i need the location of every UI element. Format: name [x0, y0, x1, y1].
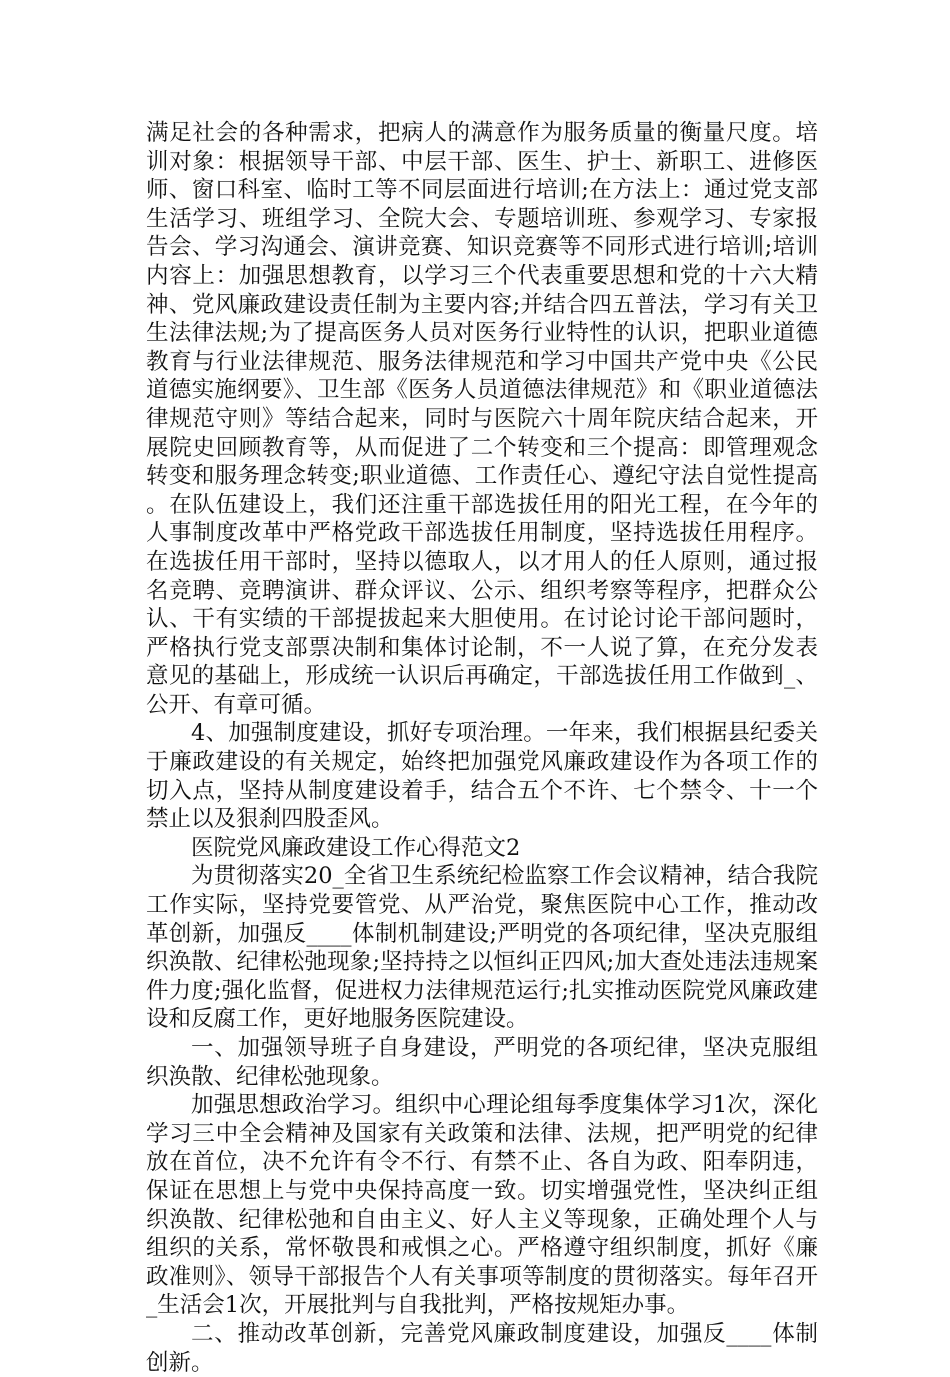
- paragraph-study: 加强思想政治学习。组织中心理论组每季度集体学习1次，深化学习三中全会精神及国家有关政策和法律、法规，把严明党的纪律放在首位，决不允许有令不行、有禁不止、各自为政、阳奉阴违，保证在思想上与党中央保持高度一致。切实增强党性，坚决纠正组织涣散、纪律松弛和自由主义、好人主义等现象，正确处理个人与组织的关系，常怀敬畏和戒惧之心。严格遵守组织制度，抓好《廉政准则》、领导干部报告个人有关事项等制度的贯彻落实。每年召开_生活会1次，开展批判与自我批判，严格按规矩办事。: [146, 1092, 818, 1319]
- section-heading: 医院党风廉政建设工作心得范文2: [191, 834, 521, 861]
- paragraph-intro: 为贯彻落实20_全省卫生系统纪检监察工作会议精神，结合我院工作实际，坚持党要管党、从严治党，聚焦医院中心工作，推动改革创新，加强反____体制机制建设;严明党的各项纪律，坚决克服组织涣散、纪律松弛现象;坚持持之以恒纠正四风;加大查处违法违规案件力度;强化监督，促进权力法律规范运行;扎实推动医院党风廉政建设和反腐工作，更好地服务医院建设。: [146, 863, 818, 1033]
- paragraph-training: 满足社会的各种需求，把病人的满意作为服务质量的衡量尺度。培训对象：根据领导干部、中层干部、医生、护士、新职工、进修医师、窗口科室、临时工等不同层面进行培训;在方法上：通过党支部生活学习、班组学习、全院大会、专题培训班、参观学习、专家报告会、学习沟通会、演讲竞赛、知识竞赛等不同形式进行培训;培训内容上：加强思想教育，以学习三个代表重要思想和党的十六大精神、党风廉政建设责任制为主要内容;并结合四五普法，学习有关卫生法律法规;为了提高医务人员对医务行业特性的认识，把职业道德教育与行业法律规范、服务法律规范和学习中国共产党中央《公民道德实施纲要》、卫生部《医务人员道德法律规范》和《职业道德法律规范守则》等结合起来，同时与医院六十周年院庆结合起来，开展院史回顾教育等，从而促进了二个转变和三个提高：即管理观念转变和服务理念转变;职业道德、工作责任心、遵纪守法自觉性提高。在队伍建设上，我们还注重干部选拔任用的阳光工程，在今年的人事制度改革中严格党政干部选拔任用制度，坚持选拔任用程序。在选拔任用干部时，坚持以德取人，以才用人的任人原则，通过报名竞聘、竞聘演讲、群众评议、公示、组织考察等程序，把群众公认、干有实绩的干部提拔起来大胆使用。在讨论讨论干部问题时，严格执行党支部票决制和集体讨论制，不一人说了算，在充分发表意见的基础上，形成统一认识后再确定，干部选拔任用工作做到_、公开、有章可循。: [146, 120, 818, 718]
- paragraph-point-one: 一、加强领导班子自身建设，严明党的各项纪律，坚决克服组织涣散、纪律松弛现象。: [146, 1035, 818, 1090]
- paragraph-system-building: 4、加强制度建设，抓好专项治理。一年来，我们根据县纪委关于廉政建设的有关规定，始终把加强党风廉政建设作为各项工作的切入点，坚持从制度建设着手，结合五个不许、七个禁令、十一个禁止以及狠刹四股歪风。: [146, 720, 818, 833]
- paragraph-point-two: 二、推动改革创新，完善党风廉政制度建设，加强反____体制创新。: [146, 1320, 818, 1376]
- document-page: [146, 119, 818, 1377]
